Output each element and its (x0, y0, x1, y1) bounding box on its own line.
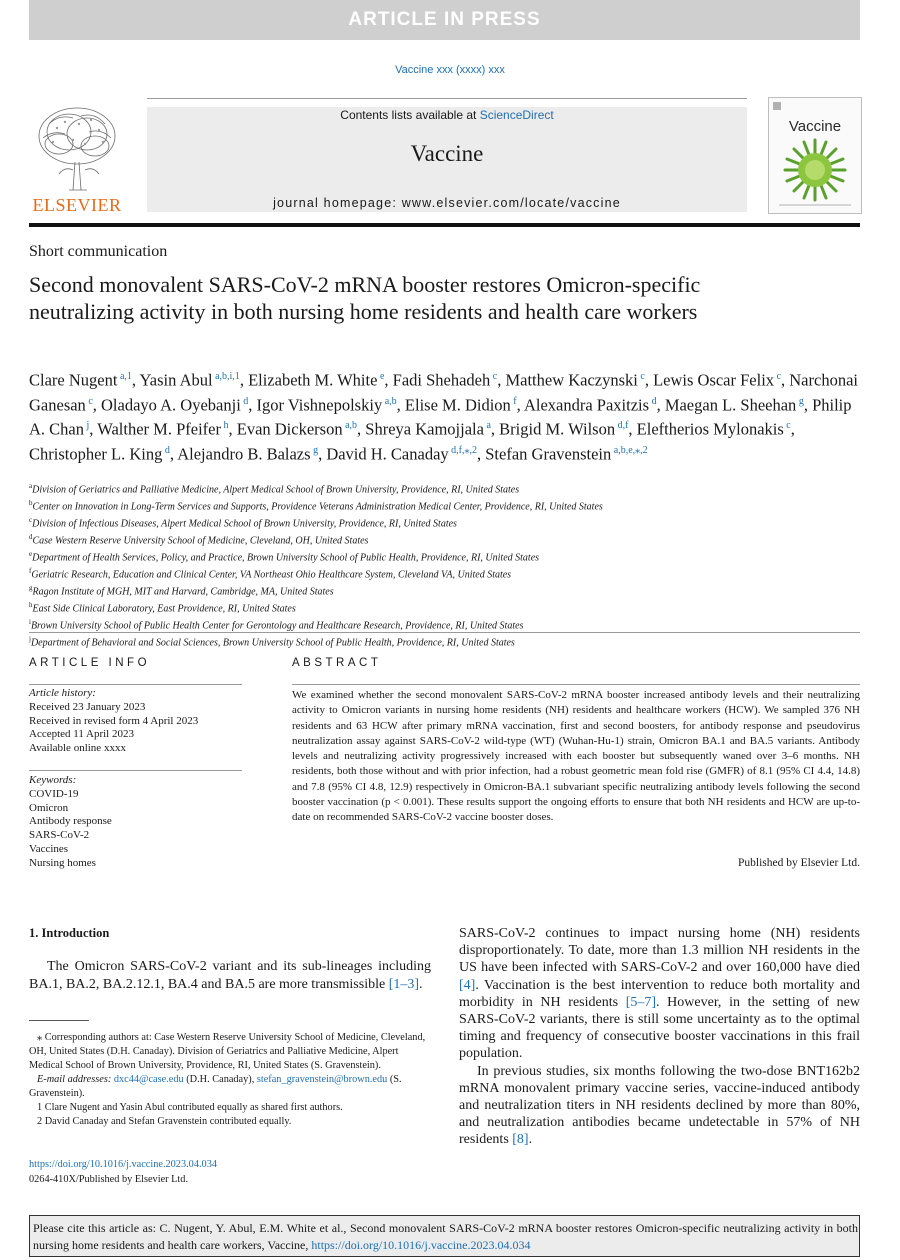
citation-doi-link[interactable]: https://doi.org/10.1016/j.vaccine.2023.04.034 (311, 1238, 531, 1252)
author-name[interactable]: Philip A. Chan (29, 395, 852, 439)
affiliation-key: e (29, 550, 33, 559)
email-addresses (29, 1073, 431, 1101)
author-affiliation-marker[interactable]: d,f,⁎,2 (448, 444, 477, 456)
author-separator: , (92, 395, 102, 414)
article-in-press-banner: ARTICLE IN PRESS (29, 0, 860, 40)
author-name[interactable]: Elizabeth M. White (248, 370, 378, 390)
reference-link[interactable]: [5–7] (625, 994, 657, 1010)
email-owner: (D.H. Canaday), (183, 1074, 257, 1085)
author-name[interactable]: Walther M. Pfeifer (97, 419, 221, 439)
header-thick-rule (29, 223, 860, 227)
author-separator: , (516, 395, 524, 414)
author-name[interactable]: Stefan Gravenstein (485, 444, 612, 463)
keywords-label: Keywords: (29, 774, 77, 786)
affiliation-text: Department of Health Services, Policy, and Practice, Brown University School of Public Health, Providence, RI, United States (32, 552, 540, 564)
author-affiliation-marker[interactable]: c (774, 371, 782, 382)
author-affiliation-marker[interactable]: g (310, 444, 319, 456)
author-affiliation-marker[interactable]: c (85, 395, 93, 407)
body-text: In previous studies, six months following the two-dose BNT162b2 mRNA monovalent primary vaccine series, vaccine-induced antibody and neutralization titers in NH residents declined by more than 80%, and neutralization antibodies became undetectable in 57% of NH residents (459, 1063, 860, 1148)
affiliation-item (29, 616, 869, 633)
history-item: Available online xxxx (29, 742, 126, 755)
email-owner: (S. Gravenstein). (29, 1074, 402, 1099)
body-text: . (528, 1132, 533, 1148)
affiliation-key: h (29, 601, 33, 610)
reference-link[interactable]: [4] (459, 977, 476, 993)
email-link-canaday[interactable]: dxc44@case.edu (113, 1074, 184, 1085)
abstract-rule (292, 684, 860, 685)
affiliation-item (29, 514, 869, 531)
affiliation-key: j (29, 635, 31, 644)
keyword-item: Nursing homes (29, 856, 96, 869)
affiliation-text: East Side Clinical Laboratory, East Providence, RI, United States (32, 603, 296, 615)
affiliation-key: g (29, 584, 33, 593)
author-name[interactable]: Narchonai Ganesan (29, 370, 858, 414)
keyword-items (29, 788, 112, 871)
affiliation-text: Division of Infectious Diseases, Alpert Medical School of Brown University, Providence, RI, United States (32, 518, 457, 530)
author-affiliation-marker[interactable]: f (510, 395, 517, 407)
affiliation-item (29, 565, 869, 582)
author-name[interactable]: Oladayo A. Oyebanji (101, 395, 241, 414)
keyword-item: Vaccines (29, 842, 69, 855)
contents-line (147, 108, 747, 122)
keywords-rule (29, 770, 242, 771)
contents-prefix: Contents lists available at (340, 108, 480, 122)
affiliation-text: Brown University School of Public Health Center for Gerontology and Healthcare Research, Providence, RI, United States (30, 620, 524, 632)
author-separator: , (628, 419, 637, 439)
affiliation-item (29, 582, 869, 599)
published-by: Published by Elsevier Ltd. (737, 857, 860, 869)
affiliation-text: Center on Innovation in Long-Term Services and Supports, Providence Veterans Administration Medical Center, Providence, RI, United States (32, 501, 603, 513)
header-top-rule (147, 98, 747, 99)
journal-homepage[interactable]: journal homepage: www.elsevier.com/locate/vaccine (273, 196, 621, 210)
abstract-text: We examined whether the second monovalent SARS-CoV-2 mRNA booster increased antibody levels and their neutralizing activity to Omicron variants in nursing home residents (NH) residents and healthcare workers (HCW). We sampled 376 NH residents and 63 HCW after primary mRNA vaccination, first and second boosters, for antibody response and pseudovirus neutralization assay against SARS-CoV-2 wild-type (WT) (Wuhan-Hu-1) strain, Omicron BA.1 and BA.5 variants. Antibody levels and neutralizing activity progressively increased with each booster but subsequently waned over 3–6 months. NH residents, both those without and with prior infection, had a robust geometric mean fold rise (GMFR) of 8.1 (95% CI 4.4, 14.8) and 7.8 (95% CI 4.8, 12.9) respectively in Omicron-BA.1 subvariant specific neutralizing antibody levels following the second booster vaccination (p < 0.001). These results support the ongoing efforts to ensure that both NH residents and HCW are up-to-date on recommended SARS-CoV-2 vaccine booster doses. (292, 689, 860, 824)
author-affiliation-marker[interactable]: a,b (382, 395, 397, 407)
section-divider (29, 632, 860, 633)
affiliation-item (29, 599, 869, 616)
body-text: . Vaccination is the best intervention to reduce both mortality and morbidity in NH residents (459, 977, 860, 1010)
author-affiliation-marker[interactable]: c (490, 371, 498, 382)
author-affiliation-marker[interactable]: d (162, 444, 170, 456)
affiliation-text: Division of Geriatrics and Palliative Medicine, Alpert Medical School of Brown University, Providence, RI, United States (32, 484, 520, 496)
author-separator: , (248, 395, 257, 414)
footnote-2: 2 David Canaday and Stefan Gravenstein contributed equally. (37, 1116, 292, 1127)
author-name[interactable]: Maegan L. Sheehan (664, 395, 797, 414)
article-type: Short communication (29, 243, 168, 260)
author-separator: , (239, 370, 249, 390)
author-affiliation-marker[interactable]: j (84, 420, 90, 431)
history-item: Received in revised form 4 April 2023 (29, 714, 199, 727)
body-text: . However, in the setting of new SARS-CoV-2 variants, there is still some uncertainty as to the optimal timing and frequency of consecutive booster vaccinations in this frail population. (459, 994, 860, 1062)
author-affiliation-marker[interactable]: a,b,i,1 (212, 371, 240, 382)
journal-title: Vaccine (410, 141, 484, 166)
affiliation-text: Geriatric Research, Education and Clinical Center, VA Northeast Ohio Healthcare System, Cleveland VA, United States (31, 569, 512, 581)
author-name[interactable]: Yasin Abul (139, 370, 213, 390)
issn-line: 0264-410X/Published by Elsevier Ltd. (29, 1174, 189, 1185)
author-separator: , (169, 444, 178, 463)
author-separator: , (781, 370, 790, 390)
reference-link[interactable]: [8] (512, 1132, 529, 1148)
author-affiliation-marker[interactable]: d (649, 395, 657, 407)
author-affiliation-marker[interactable]: a,b (342, 420, 358, 431)
author-name[interactable]: Brigid M. Wilson (499, 419, 616, 439)
author-name[interactable]: Eleftherios Mylonakis (636, 419, 784, 439)
elsevier-wordmark: ELSEVIER (32, 195, 122, 215)
article-info-heading: ARTICLE INFO (29, 657, 151, 669)
author-affiliation-marker[interactable]: c (783, 420, 791, 431)
author-name[interactable]: Alexandra Paxitzis (523, 395, 650, 414)
affiliation-key: i (29, 618, 31, 627)
author-affiliation-marker[interactable]: c (637, 371, 645, 382)
author-separator: , (357, 419, 366, 439)
author-affiliation-marker[interactable]: g (796, 395, 804, 407)
article-title: Second monovalent SARS-CoV-2 mRNA booster restores Omicron-specific neutralizing activity in both nursing home residents and health care workers (29, 272, 701, 324)
footnotes (29, 1031, 431, 1129)
author-name[interactable]: Clare Nugent (29, 370, 118, 390)
article-history (29, 687, 198, 756)
body-paragraph (459, 1063, 860, 1149)
article-info-rule (29, 684, 242, 685)
author-affiliation-marker[interactable]: a,1 (117, 371, 132, 382)
author-separator: , (89, 419, 98, 439)
email-label: E-mail addresses: (37, 1074, 112, 1085)
affiliation-text: Department of Behavioral and Social Sciences, Brown University School of Public Health, Providence, RI, United States (30, 637, 515, 649)
keywords-block (29, 774, 112, 871)
author-list (29, 366, 869, 464)
right-column-text (459, 925, 860, 1149)
author-name[interactable]: Lewis Oscar Felix (653, 370, 775, 390)
author-name[interactable]: David H. Canaday (326, 444, 449, 463)
sciencedirect-link[interactable]: ScienceDirect (479, 108, 554, 122)
keyword-item: SARS-CoV-2 (29, 829, 90, 842)
virus-cover-icon (769, 98, 861, 213)
doi-block (29, 1157, 217, 1187)
introduction-heading: 1. Introduction (29, 926, 110, 940)
history-item: Accepted 11 April 2023 (29, 728, 134, 741)
email-link-gravenstein[interactable]: stefan_gravenstein@brown.edu (256, 1074, 388, 1085)
affiliation-text: Ragon Institute of MGH, MIT and Harvard, Cambridge, MA, United States (32, 586, 334, 598)
affiliation-key: b (29, 499, 33, 508)
corresponding-author-note: ⁎ Corresponding authors at: Case Western Reserve University School of Medicine, Cleveland, OH, United States (D.H. Canaday). Division of Geriatrics and Palliative Medicine, Alpert Medical School of Brown University, Providence, RI, United States (S. Gravenstein). (29, 1032, 426, 1071)
author-separator: , (803, 395, 813, 414)
author-separator: , (318, 444, 327, 463)
body-text: SARS-CoV-2 continues to impact nursing home (NH) residents disproportionately. To date, more than 1.3 million NH residents in the US have been infected with SARS-CoV-2 and over 160,000 have died (459, 926, 860, 976)
journal-cover-image (768, 97, 862, 214)
reference-link[interactable]: [1–3] (388, 976, 420, 992)
citation-text (33, 1220, 858, 1254)
keyword-item: Antibody response (29, 815, 112, 828)
author-separator: , (644, 370, 654, 390)
author-affiliation-marker[interactable]: e (377, 371, 385, 382)
author-name[interactable]: Fadi Shehadeh (392, 370, 491, 390)
author-name[interactable]: Matthew Kaczynski (505, 370, 638, 390)
intro-text: The Omicron SARS-CoV-2 variant and its sub-lineages including BA.1, BA.2, BA.2.12.1, BA.4 and BA.5 are more transmissible (29, 959, 431, 992)
affiliation-list (29, 480, 869, 650)
affiliation-item (29, 531, 869, 548)
affiliation-item (29, 480, 869, 497)
author-separator: , (490, 419, 500, 439)
doi-link[interactable]: https://doi.org/10.1016/j.vaccine.2023.04.034 (29, 1159, 217, 1170)
affiliation-key: d (29, 533, 33, 542)
affiliation-item (29, 633, 869, 650)
author-separator: , (497, 370, 506, 390)
affiliation-item (29, 497, 869, 514)
footnote-1: 1 Clare Nugent and Yasin Abul contributed equally as shared first authors. (37, 1102, 343, 1113)
author-affiliation-marker[interactable]: h (220, 420, 229, 431)
author-separator: , (396, 395, 405, 414)
affiliation-item (29, 548, 869, 565)
keyword-item: COVID-19 (29, 787, 79, 800)
affiliation-key: a (29, 482, 33, 490)
introduction-paragraph (29, 958, 431, 993)
author-affiliation-marker[interactable]: a (483, 420, 491, 431)
author-name[interactable]: Shreya Kamojjala (365, 419, 484, 439)
history-item: Received 23 January 2023 (29, 700, 146, 713)
author-name[interactable]: Igor Vishnepolskiy (256, 395, 383, 414)
author-affiliation-marker[interactable]: a,b,e,⁎,2 (611, 444, 648, 456)
author-separator: , (790, 419, 795, 439)
author-affiliation-marker[interactable]: d (240, 395, 249, 407)
author-separator: , (131, 370, 140, 390)
body-paragraph (459, 925, 860, 1063)
author-name[interactable]: Alejandro B. Balazs (177, 444, 311, 463)
affiliation-text: Case Western Reserve University School of Medicine, Cleveland, OH, United States (32, 535, 369, 547)
footnote-rule (29, 1020, 89, 1021)
cover-journal-title: Vaccine (788, 118, 842, 135)
history-label: Article history: (29, 687, 96, 699)
tree-icon (29, 104, 125, 194)
history-items (29, 701, 198, 756)
author-separator: , (656, 395, 665, 414)
affiliation-key: c (29, 516, 33, 525)
keyword-item: Omicron (29, 801, 69, 814)
author-separator: , (384, 370, 393, 390)
author-name[interactable]: Elise M. Didion (404, 395, 511, 414)
volume-reference[interactable]: Vaccine xxx (xxxx) xxx (395, 64, 505, 76)
author-separator: , (477, 444, 486, 463)
author-separator: , (228, 419, 237, 439)
abstract-heading: ABSTRACT (292, 657, 382, 669)
author-name[interactable]: Christopher L. King (29, 444, 163, 463)
intro-text-end: . (419, 976, 423, 992)
affiliation-key: f (29, 567, 32, 576)
author-name[interactable]: Evan Dickerson (236, 419, 343, 439)
citation-body: Please cite this article as: C. Nugent, Y. Abul, E.M. White et al., Second monovalent SARS-CoV-2 mRNA booster restores Omicron-specific neutralizing activity in both nursing home residents and health care workers, Vaccine, (33, 1221, 858, 1252)
author-affiliation-marker[interactable]: d,f (615, 420, 629, 431)
